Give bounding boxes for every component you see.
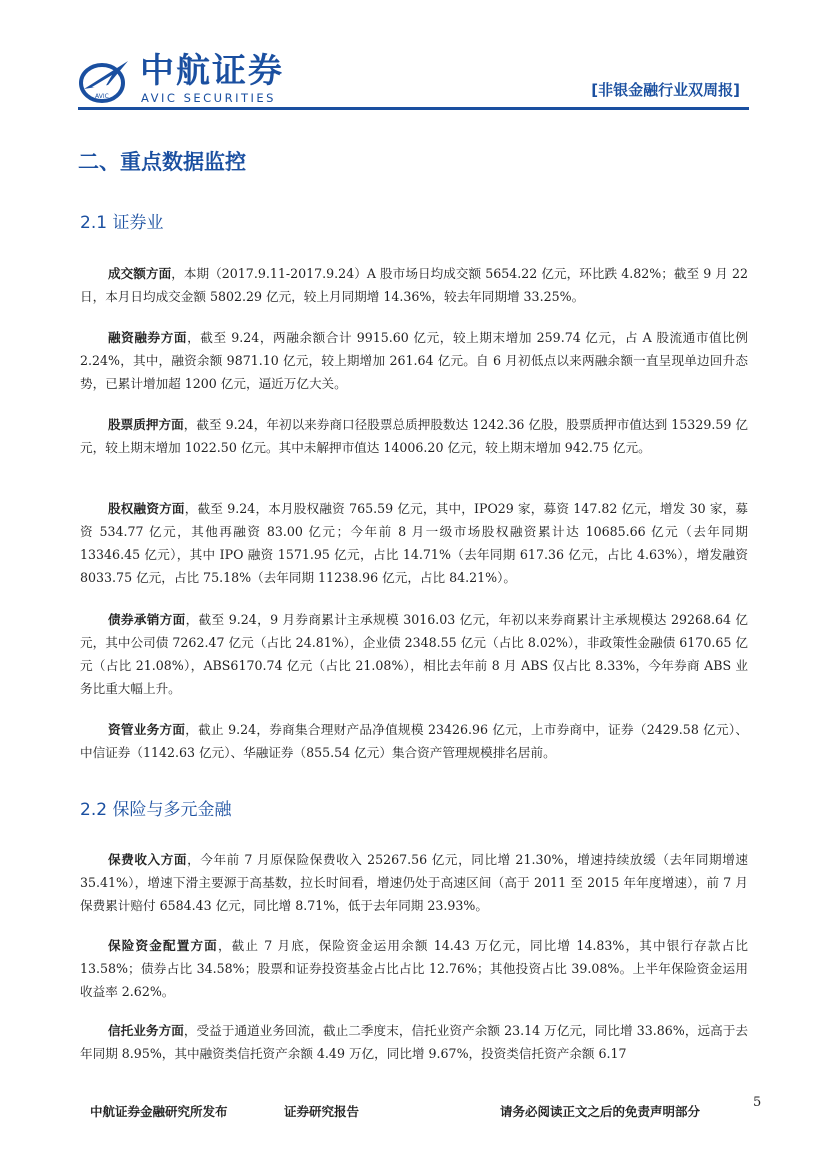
footer-disclaimer: 请务必阅读正文之后的免责声明部分: [500, 1104, 701, 1119]
paragraph-bond-underwriting: [80, 608, 748, 700]
company-name-cn: 中航证券: [140, 51, 284, 91]
paragraph-lead: 资管业务方面: [108, 722, 186, 737]
paragraph-text: ，截至 9.24，两融余额合计 9915.60 亿元，较上期末增加 259.74 亿元，占 A 股流通市值比例 2.24%，其中，融资余额 9871.10 亿元，较上期增加 261.64 亿元。自 6 月初低点以来两融余额一直呈现单边回升态势，已累计增加超 1200 亿元，逼近万亿大关。: [80, 330, 749, 391]
paragraph-text: ，受益于通道业务回流，截止二季度末，信托业资产余额 23.14 万亿元，同比增 33.86%，远高于去年同期 8.95%，其中融资类信托资产余额 4.49 万亿，同比增 9.67%，投资类信托资产余额 6.17: [80, 1023, 748, 1061]
paragraph-text: ，截至 9.24，年初以来券商口径股票总质押股数达 1242.36 亿股，股票质押市值达到 15329.59 亿元，较上期末增加 1022.50 亿元。其中未解押市值达 14006.20 亿元，较上期末增加 942.75 亿元。: [80, 417, 748, 455]
subsection-title-securities: 2.1 证券业: [80, 213, 164, 233]
paragraph-lead: 股权融资方面: [108, 501, 185, 516]
section-title: 二、重点数据监控: [78, 150, 246, 174]
header-divider: [78, 107, 749, 110]
footer-report-label: 证券研究报告: [284, 1104, 360, 1119]
paragraph-stock-pledge: [80, 413, 748, 459]
paragraph-insurance-funds: [80, 934, 748, 1003]
paragraph-trust-business: [80, 1019, 748, 1065]
paragraph-margin-trading: [80, 326, 748, 395]
subsection-title-insurance: 2.2 保险与多元金融: [80, 800, 232, 820]
page-number: 5: [753, 1095, 762, 1110]
paragraph-text: ，截止 9.24，券商集合理财产品净值规模 23426.96 亿元，上市券商中，证券（2429.58 亿元）、中信证券（1142.63 亿元）、华融证券（855.54 亿元）集合资产管理规模排名居前。: [80, 722, 748, 760]
paragraph-lead: 债券承销方面: [108, 612, 186, 627]
paragraph-lead: 融资融券方面: [108, 330, 188, 345]
page-header: [0, 0, 827, 120]
paragraph-asset-management: [80, 718, 748, 764]
page-footer: [0, 1090, 827, 1130]
paragraph-trading-volume: [80, 262, 748, 308]
paragraph-lead: 成交额方面: [108, 266, 172, 281]
paragraph-equity-financing: [80, 497, 748, 589]
paragraph-lead: 保险资金配置方面: [108, 938, 218, 953]
paragraph-lead: 信托业务方面: [108, 1023, 184, 1038]
paragraph-lead: 股票质押方面: [108, 417, 184, 432]
svg-text:AVIC: AVIC: [95, 93, 109, 100]
paragraph-lead: 保费收入方面: [108, 852, 188, 867]
footer-publisher: 中航证券金融研究所发布: [90, 1104, 228, 1119]
report-type: [非银金融行业双周报]: [591, 81, 740, 99]
paragraph-text: ，截止 7 月底，保险资金运用余额 14.43 万亿元，同比增 14.83%，其中银行存款占比 13.58%；债券占比 34.58%；股票和证券投资基金占比占比 12.76%；其他投资占比 39.08%。上半年保险资金运用收益率 2.62%。: [80, 938, 749, 999]
paragraph-text: ，本期（2017.9.11-2017.9.24）A 股市场日均成交额 5654.22 亿元，环比跌 4.82%；截至 9 月 22 日，本月日均成交金额 5802.29 亿元，较上月同期增 14.36%，较去年同期增 33.25%。: [80, 266, 748, 304]
paragraph-text: ，截至 9.24，本月股权融资 765.59 亿元，其中，IPO29 家，募资 147.82 亿元，增发 30 家，募资 534.77 亿元，其他再融资 83.00 亿元；今年前 8 月一级市场股权融资累计达 10685.66 亿元（去年同期 13346.45 亿元），其中 IPO 融资 1571.95 亿元，占比 14.71%（去年同期 617.36 亿元，占比 4.63%），增发融资 8033.75 亿元，占比 75.18%（去年同期 11238.96 亿元，占比 84.21%）。: [80, 501, 749, 585]
paragraph-text: ，截至 9.24，9 月券商累计主承规模 3016.03 亿元，年初以来券商累计主承规模达 29268.64 亿元，其中公司债 7262.47 亿元（占比 24.81%），企业债 2348.55 亿元（占比 8.02%），非政策性金融债 6170.65 亿元（占比 21.08%），ABS6170.74 亿元（占比 21.08%），相比去年前 8 月 ABS 仅占比 8.33%，今年券商 ABS 业务比重大幅上升。: [80, 612, 749, 696]
avic-plane-logo-icon: [78, 55, 130, 105]
company-name-en: AVIC SECURITIES: [141, 91, 276, 105]
paragraph-text: ，今年前 7 月原保险保费收入 25267.56 亿元，同比增 21.30%，增速持续放缓（去年同期增速 35.41%），增速下滑主要源于高基数，拉长时间看，增速仍处于高速区间（高于 2011 至 2015 年年度增速），前 7 月保费累计赔付 6584.43 亿元，同比增 8.71%，低于去年同期 23.93%。: [80, 852, 749, 913]
paragraph-premium-income: [80, 848, 748, 917]
